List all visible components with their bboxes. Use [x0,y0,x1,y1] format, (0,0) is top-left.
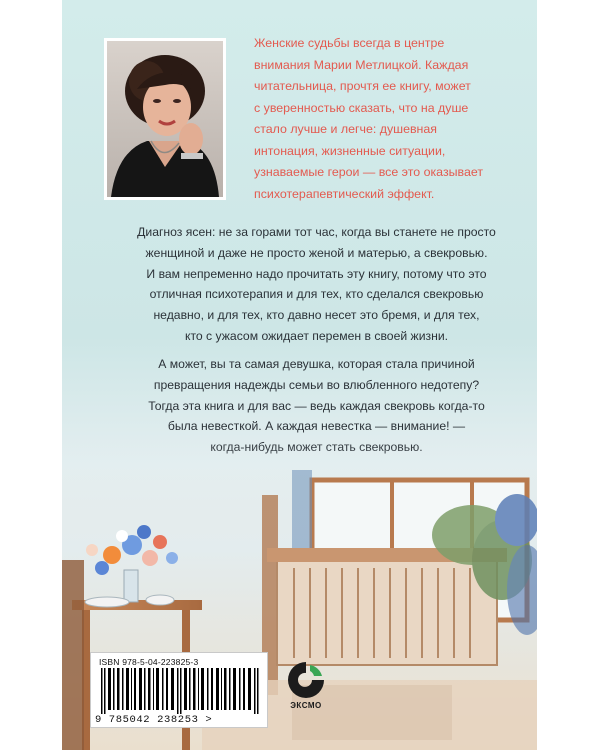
author-portrait-image [107,41,223,197]
body-line: была невесткой. А каждая невестка — внимание! — [167,419,466,434]
body-line: кто с ужасом ожидает перемен в своей жизни. [184,328,449,343]
teaser-line: узнаваемые герои — все это оказывает [254,165,484,179]
teaser-line: стало лучше и легче: душевная [254,122,437,136]
eksmo-logo-icon [284,659,328,701]
barcode-label [90,652,268,728]
barcode-digits: 9 785042 238253 > [95,714,213,726]
author-photo [104,38,226,200]
annotation-paragraph-1 [104,222,529,347]
body-line: отличная психотерапия и для тех, кто сделался свекровью [149,287,484,302]
teaser-line: психотерапевтический эффект. [254,186,435,201]
teaser-line: интонация, жизненные ситуации, [254,143,446,158]
body-line: женщиной и даже не просто женой и матерью, а свекровью. [145,245,488,260]
publisher-logo [284,659,328,717]
teaser-line: внимания Марии Метлицкой. Каждая [254,57,469,72]
body-line: И вам непременно надо прочитать эту книгу, потому что это [146,266,487,281]
author-teaser-text [254,33,526,205]
book-back-cover [62,0,537,750]
publisher-name: ЭКСМО [290,701,322,710]
teaser-line: с уверенностью сказать, что на душе [254,100,469,115]
body-line: недавно, и для тех, кто давно несет это бремя, и для тех, [153,308,480,323]
body-line: Диагноз ясен: не за горами тот час, когда вы станете не просто [137,225,496,239]
barcode-bars [99,668,261,714]
body-line: А может, вы та самая девушка, которая стала причиной [158,357,475,371]
teaser-line: Женские судьбы всегда в центре [254,36,445,50]
isbn-text: ISBN 978-5-04-223825-3 [99,657,199,667]
body-line: Тогда эта книга и для вас — ведь каждая свекровь когда-то [148,398,485,413]
teaser-line: читательница, прочтя ее книгу, может [254,79,471,93]
body-line: превращения надежды семьи во влюбленного недотепу? [153,377,480,392]
